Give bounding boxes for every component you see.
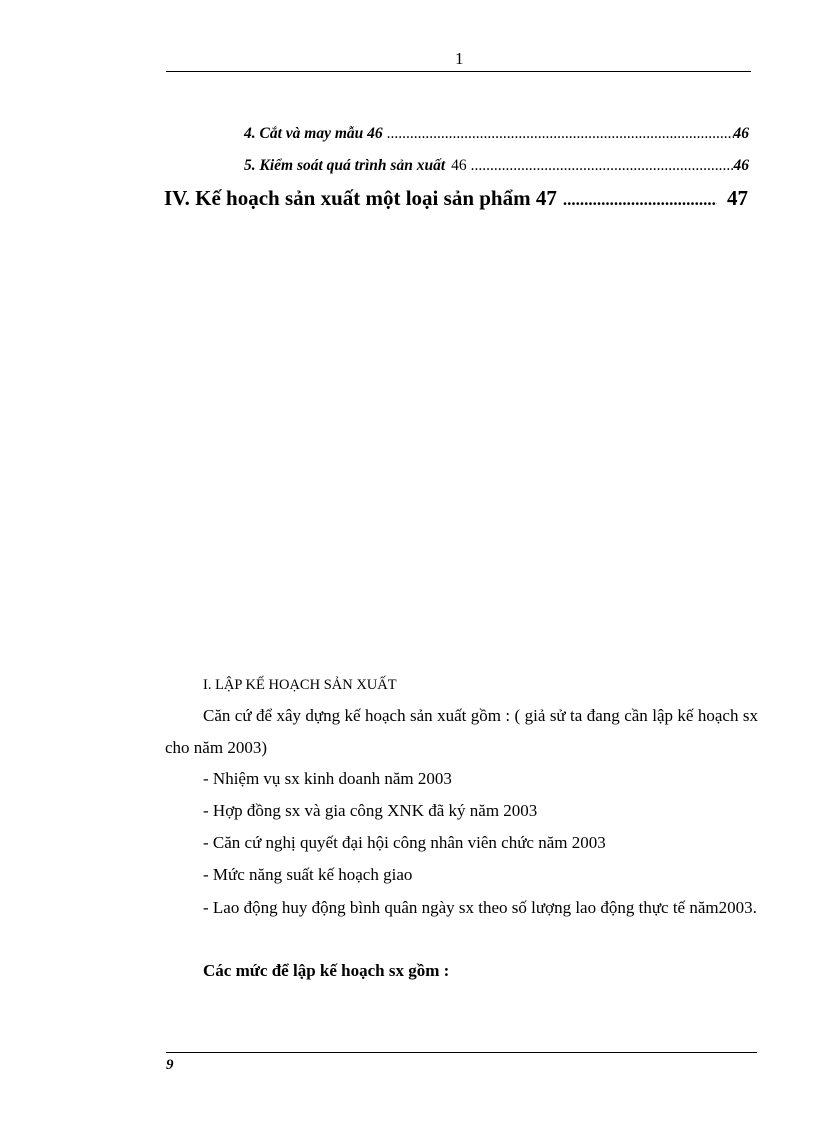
- toc-leader-dots: [563, 190, 717, 210]
- footer-rule: [166, 1052, 757, 1053]
- header-rule: [166, 71, 751, 72]
- footer-page-number: 9: [166, 1057, 174, 1073]
- toc-entry-page: 47: [727, 186, 748, 210]
- list-item: - Hợp đồng sx và gia công XNK đã ký năm 2003: [203, 801, 538, 820]
- toc-entry-title: 5. Kiểm soát quá trình sản xuất: [244, 157, 446, 174]
- toc-leader-dots: [471, 157, 734, 175]
- list-item: - Căn cứ nghị quyết đại hội công nhân viên chức năm 2003: [203, 833, 606, 852]
- toc-entry-title: 4. Cắt và may mẫu 46: [244, 125, 383, 142]
- bold-subheading: Các mức để lập kế hoạch sx gồm :: [203, 961, 450, 980]
- toc-entry[interactable]: [244, 125, 749, 143]
- labor-paragraph: - Lao động huy động bình quân ngày sx theo số lượng lao động thực tế năm2003.: [203, 898, 757, 917]
- toc-leader-dots: [387, 125, 734, 143]
- toc-entry[interactable]: [244, 157, 749, 175]
- toc-entry-title-number: 46: [451, 157, 467, 174]
- toc-entry-main[interactable]: [164, 186, 748, 211]
- intro-paragraph: Căn cứ để xây dựng kế hoạch sản xuất gồm : ( giả sử ta đang cần lập kế hoạch sx cho năm 2003): [165, 706, 758, 757]
- list-item: - Mức năng suất kế hoạch giao: [203, 865, 413, 884]
- header-page-number: 1: [455, 49, 464, 68]
- toc-entry-page: 46: [733, 125, 749, 142]
- toc-entry-title: IV. Kế hoạch sản xuất một loại sản phẩm 47: [164, 186, 557, 210]
- list-item: - Nhiệm vụ sx kinh doanh năm 2003: [203, 769, 452, 788]
- section-heading: I. LẬP KẾ HOẠCH SẢN XUẤT: [203, 677, 397, 693]
- toc-entry-page: 46: [733, 157, 749, 174]
